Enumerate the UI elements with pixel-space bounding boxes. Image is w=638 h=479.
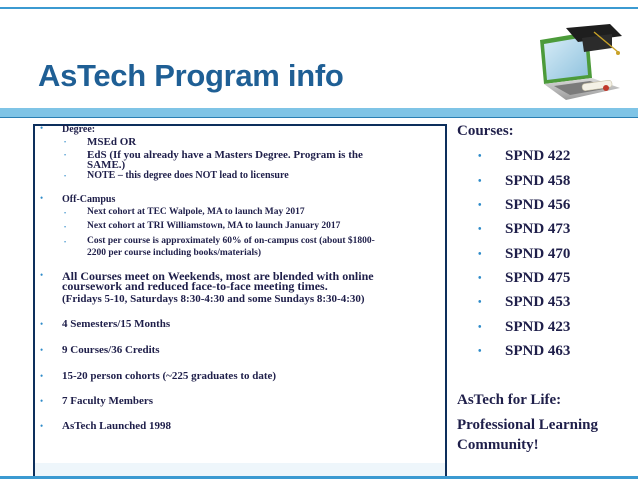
sub-bullet-dot: •: [64, 174, 67, 180]
sub-bullet-dot: •: [64, 225, 67, 231]
weekends-line: (Fridays 5-10, Saturdays 8:30-4:30 and some Sundays 8:30-4:30): [62, 293, 365, 305]
bullet-dot: •: [40, 396, 44, 406]
offcampus-label: Off-Campus: [62, 194, 116, 205]
bullet-dot: •: [40, 193, 44, 203]
bullet-dot: •: [40, 123, 44, 133]
fact-item: 9 Courses/36 Credits: [62, 344, 160, 356]
bullet-dot: •: [40, 371, 44, 381]
degree-item: NOTE – this degree does NOT lead to licensure: [87, 170, 289, 181]
title-band-line: [0, 117, 638, 118]
bullet-dot: •: [40, 421, 44, 431]
sub-bullet-dot: •: [64, 211, 67, 217]
tagline-line: Community!: [457, 437, 539, 453]
page-title: AsTech Program info: [38, 58, 344, 93]
fact-item: 15-20 person cohorts (~225 graduates to date): [62, 370, 277, 382]
laptop-graduation-icon: [530, 22, 626, 106]
tagline-heading: AsTech for Life:: [457, 392, 562, 408]
degree-item: MSEd OR: [87, 136, 137, 148]
sub-bullet-dot: •: [64, 140, 67, 146]
courses-label: Courses:: [457, 123, 514, 139]
offcampus-item: Next cohort at TEC Walpole, MA to launch May 2017: [87, 207, 305, 217]
tagline-line: Professional Learning: [457, 417, 598, 433]
bullet-dot: •: [40, 319, 44, 329]
offcampus-item: Next cohort at TRI Williamstown, MA to launch January 2017: [87, 221, 341, 231]
top-rule: [0, 7, 638, 9]
slide: AsTech Program info • Degree: • MSEd OR • EdS (If you already have a Masters Degree. Program is the SAME.) • NOTE – this degree does NOT lead to licensure • Off-Campus • Next cohort at TEC Walpole, MA to launch May 2017 • Next cohort at TRI Williamstown, MA to launch January 2017 • Cost per course is approximately 60% of on-campus cost (about $1800- 2200 per course including books/materials) • All Courses meet on Weekends, most are blended with online coursework and reduced face-to-face meeting times. (Fridays 5-10, Saturdays 8:30-4:30 and some Sundays 8:30-4:30) • 4 Semesters/15 Months • 9 Courses/36 Credits • 15-20 person cohorts (~225 graduates to date) • 7 Faculty Members • AsTech Launched 1998 Courses: • SPND 422 • SPND 458 • SPND 456 • SPND 473 • SPND 470 • SPND 475 • SPND 453 • SPND 423 • SPND 463 AsTech for Life: Professional Learning Community!: [0, 0, 638, 479]
degree-label: Degree:: [62, 124, 96, 135]
fact-item: AsTech Launched 1998: [62, 420, 172, 432]
title-band: [0, 108, 638, 117]
weekends-line: All Courses meet on Weekends, most are blended with online: [62, 269, 374, 283]
bullet-dot: •: [40, 270, 44, 280]
bullet-dot: •: [40, 345, 44, 355]
degree-item: SAME.): [87, 159, 126, 171]
weekends-line: coursework and reduced face-to-face meeting times.: [62, 279, 328, 293]
sub-bullet-dot: •: [64, 153, 67, 159]
degree-item: EdS (If you already have a Masters Degree. Program is the: [87, 149, 363, 161]
offcampus-item: 2200 per course including books/materials): [87, 248, 261, 258]
offcampus-item: Cost per course is approximately 60% of on-campus cost (about $1800-: [87, 236, 375, 246]
fact-item: 4 Semesters/15 Months: [62, 318, 171, 330]
sub-bullet-dot: •: [64, 240, 67, 246]
fact-item: 7 Faculty Members: [62, 395, 154, 407]
